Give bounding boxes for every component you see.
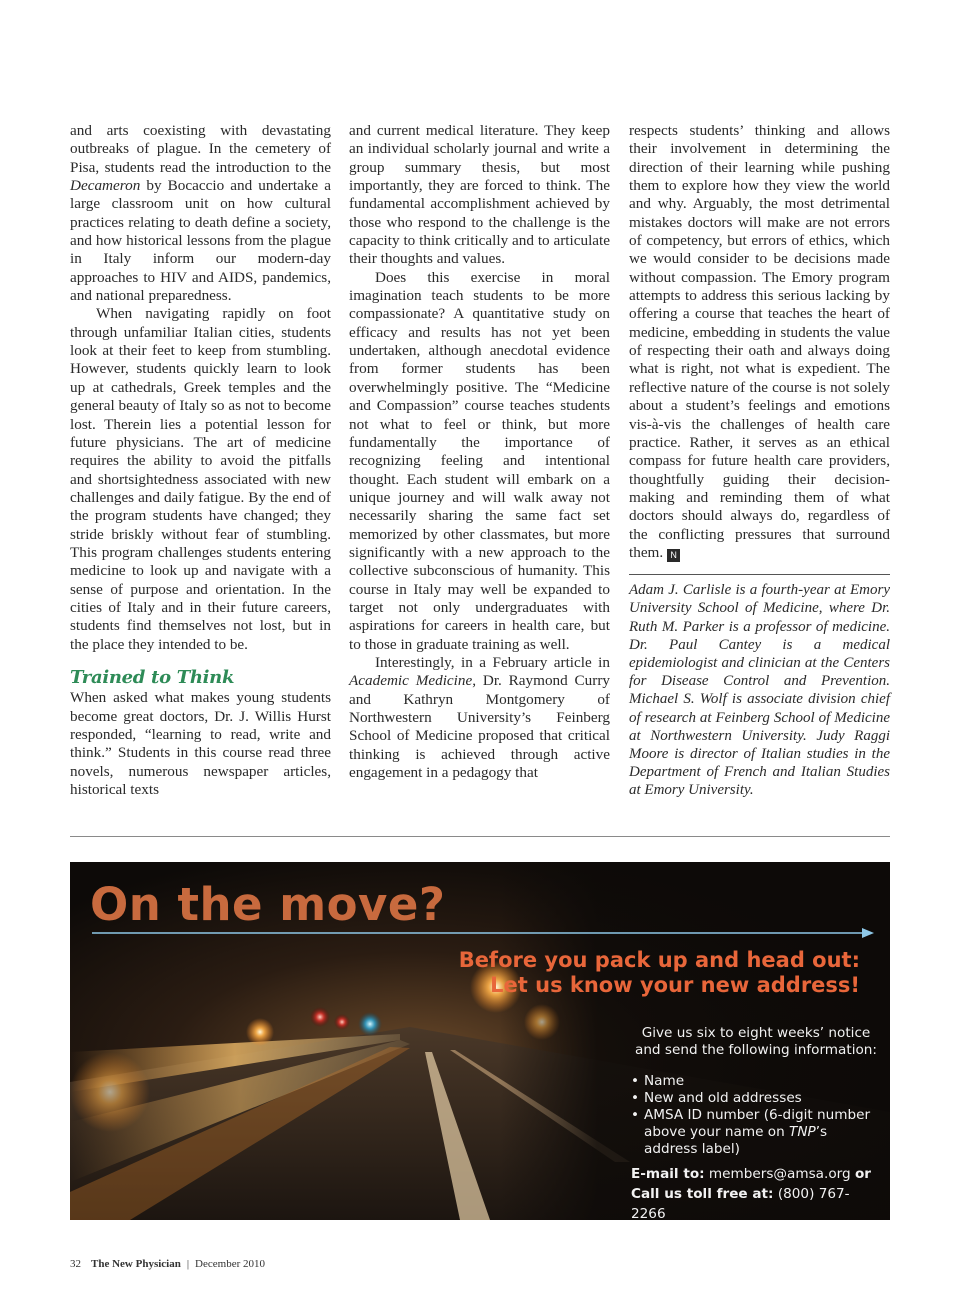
divider xyxy=(629,574,890,575)
issue-date: December 2010 xyxy=(195,1258,265,1270)
paragraph: and arts coexisting with devastating outbreaks of plague. In the cemetery of Pisa, students read the introduction to the Decameron by Bocaccio and undertake a large classroom unit on how cultural practices relating to death define a society, and how historical lessons from the plague in Italy inform our modern-day approaches to HIV and AIDS, pandemics, and national preparedness. xyxy=(70,122,331,305)
list-item: • AMSA ID number (6-digit number above your name on TNP’s address label) xyxy=(631,1107,881,1158)
paragraph: When asked what makes young students become great doctors, Dr. J. Willis Hurst responded, “learning to read, write and think.” Students in this course read three novels, numerous newspaper articles, historical texts xyxy=(70,689,331,799)
phone-number[interactable]: (800) 767-2266 xyxy=(631,1186,850,1220)
article-column-1 xyxy=(70,122,331,799)
page-footer: 32 The New Physician | December 2010 xyxy=(70,1258,265,1270)
section-heading: Trained to Think xyxy=(70,666,235,688)
ad-subheading: Before you pack up and head out: Let us know your new address! xyxy=(458,948,860,997)
list-item: • New and old addresses xyxy=(631,1090,881,1107)
page-number: 32 xyxy=(70,1258,81,1270)
arrow-right-icon xyxy=(92,926,874,940)
email-link[interactable]: members@amsa.org xyxy=(708,1166,851,1182)
article-column-2 xyxy=(349,122,610,782)
end-of-article-icon: N xyxy=(667,549,680,562)
ad-contact: E-mail to: members@amsa.org or Call us toll free at: (800) 767-2266 xyxy=(631,1166,872,1220)
ad-body xyxy=(631,1025,881,1220)
author-bio: Adam J. Carlisle is a fourth-year at Emory University School of Medicine, where Dr. Ruth M. Parker is a professor of medicine. Dr. Paul Cantey is a medical epidemiologist and clinician at the Centers for Disease Control and Prevention. Michael S. Wolf is associate division chief of research at Feinberg School of Medicine at Northwestern University. Judy Raggi Moore is director of Italian studies in the Department of French and Italian Studies at Emory University. xyxy=(629,582,890,799)
paragraph: and current medical literature. They keep an individual scholarly journal and write a group summary thesis, but most importantly, they are forced to think. The fundamental accomplishment achieved by those who respond to the challenge is the capacity to think critically and to articulate their thoughts and values. xyxy=(349,122,610,268)
paragraph: When navigating rapidly on foot through unfamiliar Italian cities, students look at their feet to keep from stumbling. However, students quickly learn to look up at cathedrals, Greek temples and the general beauty of Italy so as not to become lost. Therein lies a potential lesson for future physicians. The art of medicine requires the ability to avoid the pitfalls and shortsightedness associated with new challenges and daily fatigue. By the end of the program students have changed; they stride briskly without fear of stumbling. This program challenges students entering medicine to look up and navigate with a sense of purpose and orientation. In the cities of Italy and in their future careers, students find themselves not lost, but in the place they intended to be. xyxy=(70,305,331,653)
ad-intro: Give us six to eight weeks’ notice and send the following information: xyxy=(634,1025,877,1058)
list-item: • Name xyxy=(631,1073,881,1090)
article-column-3 xyxy=(629,122,890,800)
paragraph: Does this exercise in moral imagination teach students to be more compassionate? A quantitative study on efficacy and results has not yet been undertaken, although anecdotal evidence from former students has been overwhelmingly positive. The “Medicine and Compassion” course teaches students not what to feel or think, but more fundamentally the importance of recognizing feeling and intentional thought. Each student will embark on a unique journey and will walk away not necessarily sharing the same fact set memorized by other classmates, but more significantly with a new approach to the collective subconscious of humanity. This course in Italy may well be expanded to target not only undergraduates with aspirations for careers in health care, but to those in graduate training as well. xyxy=(349,268,610,653)
info-list xyxy=(631,1073,881,1158)
divider xyxy=(70,836,890,837)
ad-title: On the move? xyxy=(90,878,446,931)
paragraph: Interestingly, in a February article in Academic Medicine, Dr. Raymond Curry and Kathryn Montgomery of Northwestern University’s Feinberg School of Medicine proposed that critical thinking is achieved through active engagement in a pedagogy that xyxy=(349,653,610,782)
paragraph: respects students’ thinking and allows their involvement in determining the direction of their learning while pushing them to explore how they view the world and why. Arguably, the most detrimental mistakes doctors will make are not errors of competency, but errors of ethics, which we would consider to be decisions made without compassion. The Emory program attempts to address this serious lacking by offering a course that teaches the heart of medicine, embedding in students the value of respecting their oath and always doing what is right, not what is expedient. The reflective nature of the course is not solely about a student’s feelings and emotions vis-à-vis the challenges of health care practice. Rather, it serves as an ethical compass for future health care providers, thoughtfully guiding their decision-making and reminding them of what doctors should always do, regardless of the conflicting pressures that surround them. N xyxy=(629,122,890,561)
publication-name: The New Physician xyxy=(91,1258,181,1270)
advertisement-banner xyxy=(70,862,890,1220)
